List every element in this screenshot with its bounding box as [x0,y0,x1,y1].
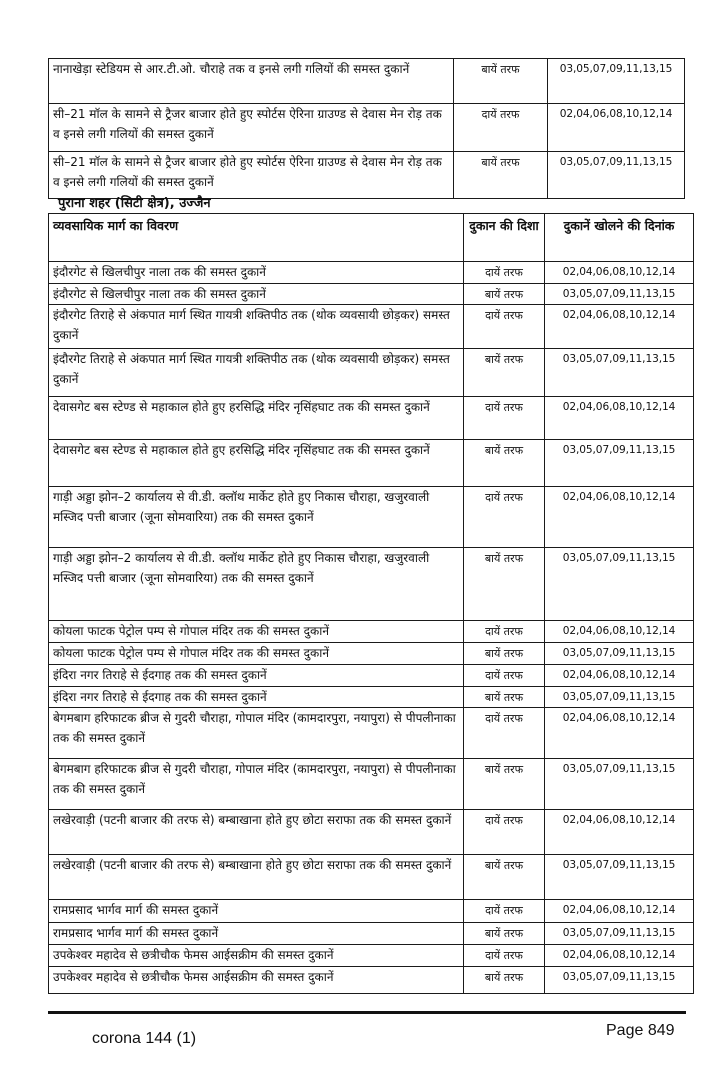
opening-dates: 02,04,06,08,10,12,14 [545,305,694,349]
shop-direction: बायें तरफ [454,59,548,104]
opening-dates: 02,04,06,08,10,12,14 [545,621,694,643]
footer-rule [48,1011,686,1014]
header-dates: दुकानें खोलने की दिनांक [545,214,694,262]
shop-direction: बायें तरफ [454,152,548,199]
table-row [49,923,694,945]
table-row [49,759,694,810]
shop-schedule-table [48,213,694,994]
opening-dates: 03,05,07,09,11,13,15 [545,923,694,945]
opening-dates: 02,04,06,08,10,12,14 [548,104,685,152]
opening-dates: 03,05,07,09,11,13,15 [545,548,694,621]
shop-direction: दायें तरफ [464,945,545,967]
table-row [49,621,694,643]
route-description: कोयला फाटक पेट्रोल पम्प से गोपाल मंदिर तक की समस्त दुकानें [49,643,464,665]
shop-direction: दायें तरफ [464,708,545,759]
route-description: कोयला फाटक पेट्रोल पम्प से गोपाल मंदिर तक की समस्त दुकानें [49,621,464,643]
route-description: सी–21 मॉल के सामने से ट्रैजर बाजार होते हुए स्पोर्टस ऐरिना ग्राउण्ड से देवास मेन रोड़ तक व इनसे लगी गलियों की समस्त दुकानें [49,152,454,199]
route-description: लखेरवाड़ी (पटनी बाजार की तरफ से) बम्बाखाना होते हुए छोटा सराफा तक की समस्त दुकानें [49,855,464,900]
route-description: गाड़ी अड्डा झोन–2 कार्यालय से वी.डी. क्लॉथ मार्केट होते हुए निकास चौराहा, खजुरवाली मस्जिद पत्ती बाजार (जूना सोमवारिया) तक की समस्त दुकानें [49,548,464,621]
opening-dates: 02,04,06,08,10,12,14 [545,397,694,440]
shop-direction: बायें तरफ [464,923,545,945]
table-header [49,214,694,262]
shop-direction: दायें तरफ [464,397,545,440]
route-description: गाड़ी अड्डा झोन–2 कार्यालय से वी.डी. क्लॉथ मार्केट होते हुए निकास चौराहा, खजुरवाली मस्जिद पत्ती बाजार (जूना सोमवारिया) तक की समस्त दुकानें [49,487,464,548]
route-description: देवासगेट बस स्टेण्ड से महाकाल होते हुए हरसिद्धि मंदिर नृसिंहघाट तक की समस्त दुकानें [49,397,464,440]
opening-dates: 02,04,06,08,10,12,14 [545,487,694,548]
route-description: बेगमबाग हरिफाटक ब्रीज से गुदरी चौराहा, गोपाल मंदिर (कामदारपुरा, नयापुरा) से पीपलीनाका तक की समस्त दुकानें [49,708,464,759]
header-row [49,214,694,262]
shop-direction: बायें तरफ [464,349,545,397]
shop-direction: दायें तरफ [454,104,548,152]
opening-dates: 03,05,07,09,11,13,15 [545,440,694,487]
opening-dates: 03,05,07,09,11,13,15 [548,59,685,104]
shop-direction: दायें तरफ [464,900,545,923]
shop-direction: बायें तरफ [464,643,545,665]
route-description: इंदौरगेट से खिलचीपुर नाला तक की समस्त दुकानें [49,283,464,305]
route-description: रामप्रसाद भार्गव मार्ग की समस्त दुकानें [49,923,464,945]
opening-dates: 02,04,06,08,10,12,14 [545,900,694,923]
table-row [49,643,694,665]
route-description: इंदौरगेट से खिलचीपुर नाला तक की समस्त दुकानें [49,262,464,284]
shop-schedule-body [49,262,694,994]
route-description: इंदिरा नगर तिराहे से ईदगाह तक की समस्त दुकानें [49,665,464,687]
route-description: सी–21 मॉल के सामने से ट्रैजर बाजार होते हुए स्पोर्टस ऐरिना ग्राउण्ड से देवास मेन रोड़ तक व इनसे लगी गलियों की समस्त दुकानें [49,104,454,152]
table-row [49,397,694,440]
shop-direction: दायें तरफ [464,305,545,349]
opening-dates: 03,05,07,09,11,13,15 [545,349,694,397]
shop-direction: बायें तरफ [464,759,545,810]
table-row [49,487,694,548]
route-description: बेगमबाग हरिफाटक ब्रीज से गुदरी चौराहा, गोपाल मंदिर (कामदारपुरा, नयापुरा) से पीपलीनाका तक की समस्त दुकानें [49,759,464,810]
route-description: इंदौरगेट तिराहे से अंकपात मार्ग स्थित गायत्री शक्तिपीठ तक (थोक व्यवसायी छोड़कर) समस्त दुकानें [49,349,464,397]
shop-direction: बायें तरफ [464,440,545,487]
opening-dates: 03,05,07,09,11,13,15 [548,152,685,199]
shop-direction: बायें तरफ [464,855,545,900]
opening-dates: 03,05,07,09,11,13,15 [545,855,694,900]
route-description: इंदिरा नगर तिराहे से ईदगाह तक की समस्त दुकानें [49,686,464,708]
route-description: इंदौरगेट तिराहे से अंकपात मार्ग स्थित गायत्री शक्तिपीठ तक (थोक व्यवसायी छोड़कर) समस्त दुकानें [49,305,464,349]
opening-dates: 03,05,07,09,11,13,15 [545,643,694,665]
table-row [49,686,694,708]
shop-direction: बायें तरफ [464,283,545,305]
route-description: लखेरवाड़ी (पटनी बाजार की तरफ से) बम्बाखाना होते हुए छोटा सराफा तक की समस्त दुकानें [49,810,464,855]
route-description: उपकेश्वर महादेव से छत्रीचौक फेमस आईसक्रीम की समस्त दुकानें [49,945,464,967]
opening-dates: 02,04,06,08,10,12,14 [545,708,694,759]
footer-page-number: Page 849 [606,1022,675,1039]
shop-direction: बायें तरफ [464,967,545,994]
table-row [49,665,694,687]
route-description: देवासगेट बस स्टेण्ड से महाकाल होते हुए हरसिद्धि मंदिर नृसिंहघाट तक की समस्त दुकानें [49,440,464,487]
shop-direction: बायें तरफ [464,686,545,708]
shop-direction: दायें तरफ [464,810,545,855]
continuation-table-body [49,59,685,199]
table-row [49,945,694,967]
opening-dates: 02,04,06,08,10,12,14 [545,262,694,284]
route-description: रामप्रसाद भार्गव मार्ग की समस्त दुकानें [49,900,464,923]
table-row [49,305,694,349]
table-row [49,152,685,199]
shop-direction: दायें तरफ [464,621,545,643]
opening-dates: 03,05,07,09,11,13,15 [545,283,694,305]
footer-document-id: corona 144 (1) [92,1030,197,1047]
header-direction: दुकान की दिशा [464,214,545,262]
route-description: नानाखेड़ा स्टेडियम से आर.टी.ओ. चौराहे तक व इनसे लगी गलियों की समस्त दुकानें [49,59,454,104]
header-description: व्यवसायिक मार्ग का विवरण [49,214,464,262]
continuation-table [48,58,685,199]
opening-dates: 02,04,06,08,10,12,14 [545,945,694,967]
route-description: उपकेश्वर महादेव से छत्रीचौक फेमस आईसक्रीम की समस्त दुकानें [49,967,464,994]
table-row [49,349,694,397]
shop-direction: दायें तरफ [464,665,545,687]
shop-direction: दायें तरफ [464,487,545,548]
shop-direction: बायें तरफ [464,548,545,621]
table-row [49,440,694,487]
table-row [49,59,685,104]
table-row [49,262,694,284]
table-row [49,810,694,855]
table-row [49,283,694,305]
section-heading: पुराना शहर (सिटी क्षेत्र), उज्जैन [58,196,211,211]
opening-dates: 02,04,06,08,10,12,14 [545,810,694,855]
table-row [49,708,694,759]
shop-direction: दायें तरफ [464,262,545,284]
opening-dates: 03,05,07,09,11,13,15 [545,967,694,994]
table-row [49,900,694,923]
opening-dates: 03,05,07,09,11,13,15 [545,759,694,810]
table-row [49,855,694,900]
table-row [49,104,685,152]
table-row [49,967,694,994]
opening-dates: 02,04,06,08,10,12,14 [545,665,694,687]
opening-dates: 03,05,07,09,11,13,15 [545,686,694,708]
table-row [49,548,694,621]
